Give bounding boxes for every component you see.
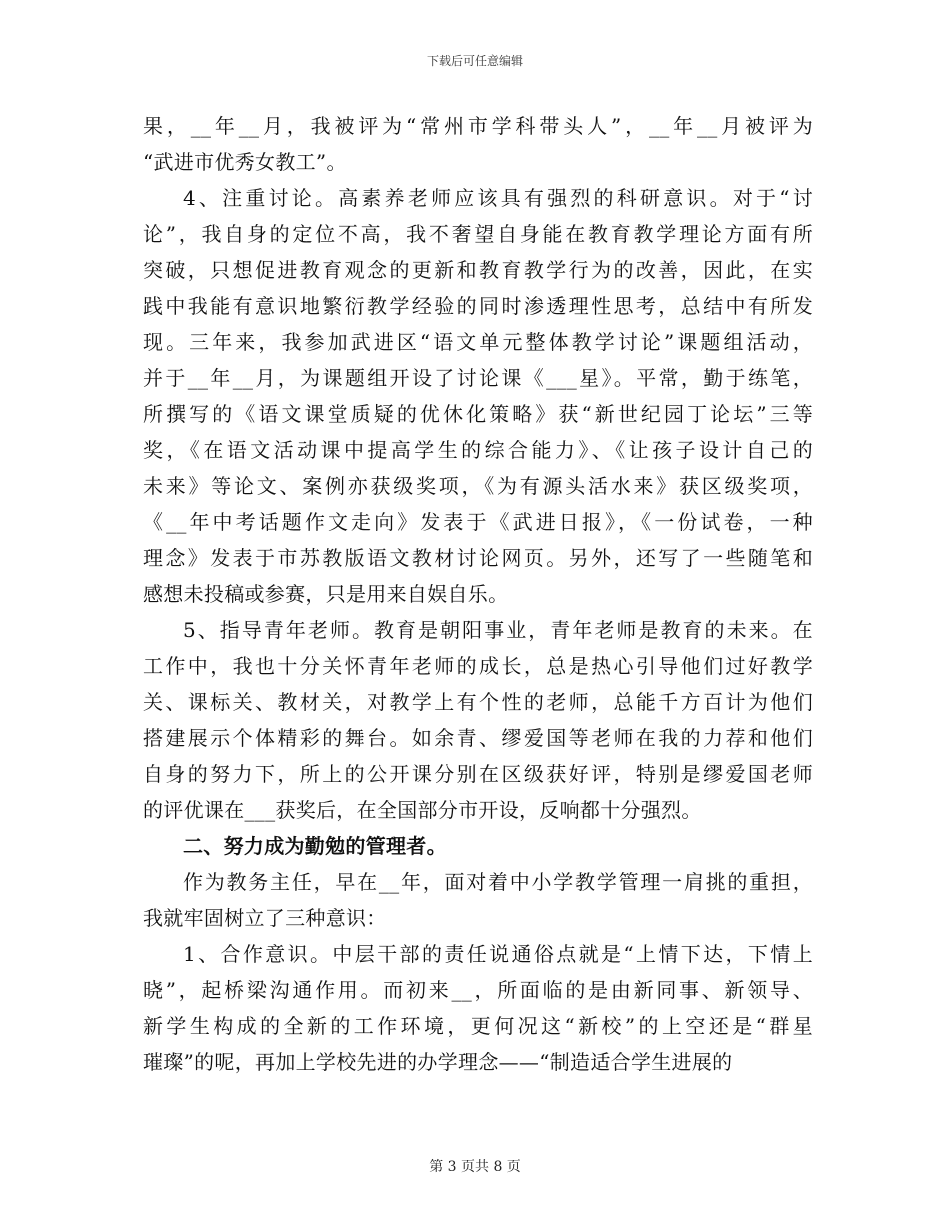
paragraph-line: 并于__年__月，为课题组开设了讨论课《___星》。平常，勤于练笔， (143, 366, 813, 390)
paragraph-line: 论”，我自身的定位不高，我不奢望自身能在教育教学理论方面有所 (143, 222, 813, 246)
paragraph-line: 我就牢固树立了三种意识： (143, 906, 387, 930)
paragraph-line: 自身的努力下，所上的公开课分别在区级获好评，特别是缪爱国老师 (143, 762, 813, 786)
paragraph-line: 5、指导青年老师。教育是朝阳事业，青年老师是教育的未来。在 (183, 618, 813, 642)
paragraph-line: 现。三年来，我参加武进区“语文单元整体教学讨论”课题组活动， (143, 330, 813, 354)
paragraph-line: 果，__年__月，我被评为“常州市学科带头人”，__年__月被评为 (143, 114, 813, 138)
section-heading: 二、努力成为勤勉的管理者。 (183, 834, 447, 858)
paragraph-line: 关、课标关、教材关，对教学上有个性的老师，总能千方百计为他们 (143, 690, 813, 714)
paragraph-line: 1、合作意识。中层干部的责任说通俗点就是“上情下达，下情上 (183, 942, 813, 966)
paragraph-line: 晓”，起桥梁沟通作用。而初来__，所面临的是由新同事、新领导、 (143, 978, 813, 1002)
paragraph-line: 感想未投稿或参赛，只是用来自娱自乐。 (143, 582, 509, 606)
paragraph-line: 所撰写的《语文课堂质疑的优休化策略》获“新世纪园丁论坛”三等 (143, 402, 813, 426)
paragraph-line: 《__年中考话题作文走向》发表于《武进日报》，《一份试卷，一种 (143, 510, 813, 534)
document-body (143, 108, 813, 1080)
paragraph-line: 作为教务主任，早在__年，面对着中小学教学管理一肩挑的重担， (183, 870, 813, 894)
paragraph-line: 突破，只想促进教育观念的更新和教育教学行为的改善，因此，在实 (143, 258, 813, 282)
page-footer: 第 3 页共 8 页 (429, 1159, 521, 1175)
page-header: 下载后可任意编辑 (426, 54, 523, 68)
paragraph-line: 奖，《在语文活动课中提高学生的综合能力》、《让孩子设计自己的 (143, 438, 813, 462)
paragraph-line: 理念》发表于市苏教版语文教材讨论网页。另外，还写了一些随笔和 (143, 546, 813, 570)
paragraph-line: 新学生构成的全新的工作环境，更何况这“新校”的上空还是“群星 (143, 1014, 813, 1038)
paragraph-line: 未来》等论文、案例亦获级奖项，《为有源头活水来》获区级奖项， (143, 474, 813, 498)
paragraph-line: 践中我能有意识地繁衍教学经验的同时渗透理性思考，总结中有所发 (143, 294, 813, 318)
paragraph-line: 4、注重讨论。高素养老师应该具有强烈的科研意识。对于“讨 (183, 186, 813, 210)
paragraph-line: 的评优课在___获奖后，在全国部分市开设，反响都十分强烈。 (143, 798, 702, 822)
paragraph-line: 搭建展示个体精彩的舞台。如余青、缪爱国等老师在我的力荐和他们 (143, 726, 813, 750)
paragraph-line: 璀璨”的呢，再加上学校先进的办学理念——“制造适合学生进展的 (143, 1050, 733, 1074)
paragraph-line: 工作中，我也十分关怀青年老师的成长，总是热心引导他们过好教学 (143, 654, 813, 678)
paragraph-line: “武进市优秀女教工”。 (143, 150, 347, 174)
